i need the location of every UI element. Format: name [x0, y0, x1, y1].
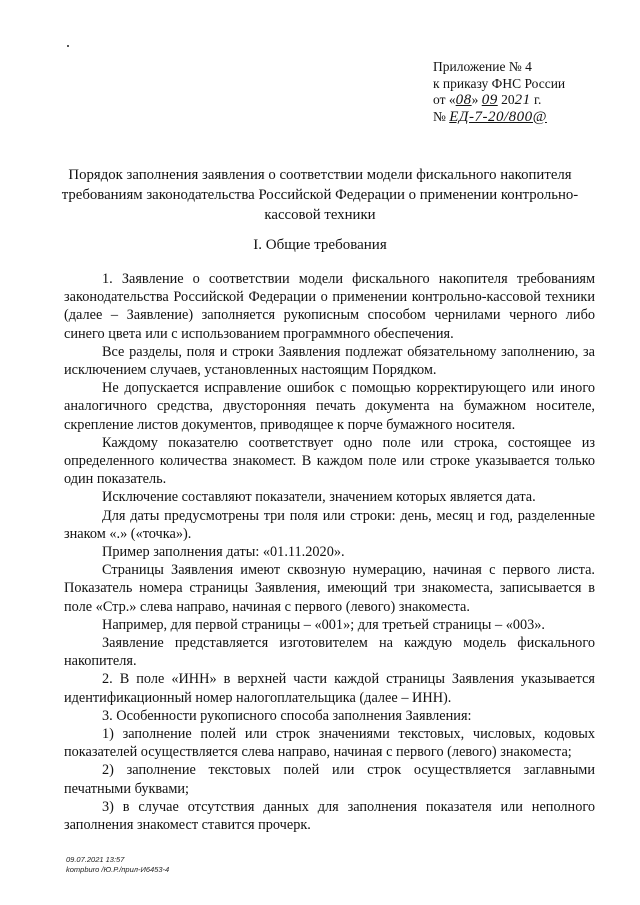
paragraph: Заявление представляется изготовителем на каждую модель фискального накопителя. — [64, 635, 595, 670]
paragraph: Не допускается исправление ошибок с помощью корректирующего или иного аналогичного средства, двусторонняя печать документа на бумажном носителе, скрепление листов документов, приводящее к порче бумажного носителя. — [64, 380, 595, 433]
footer-timestamp: 09.07.2021 13:57 — [66, 855, 125, 864]
document-title: Порядок заполнения заявления о соответствии модели фискального накопителя требованиям законодательства Российской Федерации о применении контрольно-кассовой техники — [61, 167, 579, 223]
footer-file-path: kompburo /Ю.Р./прил-И6453-4 — [66, 865, 170, 874]
footer-stamp — [66, 855, 169, 875]
paragraph: 2. В поле «ИНН» в верхней части каждой страницы Заявления указывается идентификационный номер налогоплательщика (далее – ИНН). — [64, 671, 595, 706]
date-month: 09 — [481, 92, 498, 108]
attachment-block — [433, 59, 565, 125]
section-heading: I. Общие требования — [253, 237, 387, 253]
paragraph: Для даты предусмотрены три поля или строки: день, месяц и год, разделенные знаком «.» («точка»). — [64, 507, 595, 542]
paragraph: 3) в случае отсутствия данных для заполнения показателя или неполного заполнения знакомест ставится прочерк. — [64, 798, 595, 834]
date-year: 21 — [514, 92, 531, 108]
paragraph: Исключение составляют показатели, значением которых является дата. — [102, 489, 536, 506]
paragraph: 1. Заявление о соответствии модели фискального накопителя требованиям законодательства Российской Федерации о применении контрольно-кассовой техники (далее – Заявление) заполняется рукописным способом чернилами черного либо синего цвета или с использованием программного обеспечения. — [64, 271, 595, 342]
document-body — [64, 270, 595, 834]
paragraph: 1) заполнение полей или строк значениями текстовых, числовых, кодовых показателей осуществляется слева направо, начиная с первого (левого) знакоместа; — [64, 726, 595, 761]
date-day: 08 — [455, 92, 472, 108]
order-number: ЕД-7-20/800@ — [449, 108, 547, 125]
paragraph: Каждому показателю соответствует одно поле или строка, состоящее из определенного количества знакомест. В каждом поле или строке указывается только один показатель. — [64, 434, 595, 488]
paragraph: Страницы Заявления имеют сквозную нумерацию, начиная с первого листа. Показатель номера страницы Заявления, имеющий три знакоместа, записывается в поле «Стр.» слева направо, начиная с первого (левого) знакоместа. — [64, 562, 595, 615]
attachment-title: Приложение № 4 — [433, 59, 532, 74]
attachment-number: № ЕД-7-20/800@ — [433, 108, 547, 125]
paragraph: Пример заполнения даты: «01.11.2020». — [102, 544, 345, 561]
paragraph: 2) заполнение текстовых полей или строк осуществляется заглавными печатными буквами; — [64, 762, 595, 797]
paragraph: 3. Особенности рукописного способа заполнения Заявления: — [102, 707, 472, 724]
paragraph: Все разделы, поля и строки Заявления подлежат обязательному заполнению, за исключением случаев, установленных настоящим Порядком. — [64, 343, 595, 379]
attachment-date: от «08» 09 2021 г. — [433, 92, 542, 108]
paragraph: Например, для первой страницы – «001»; для третьей страницы – «003». — [102, 616, 546, 633]
attachment-order: к приказу ФНС России — [433, 75, 566, 91]
scan-speck — [67, 45, 69, 47]
